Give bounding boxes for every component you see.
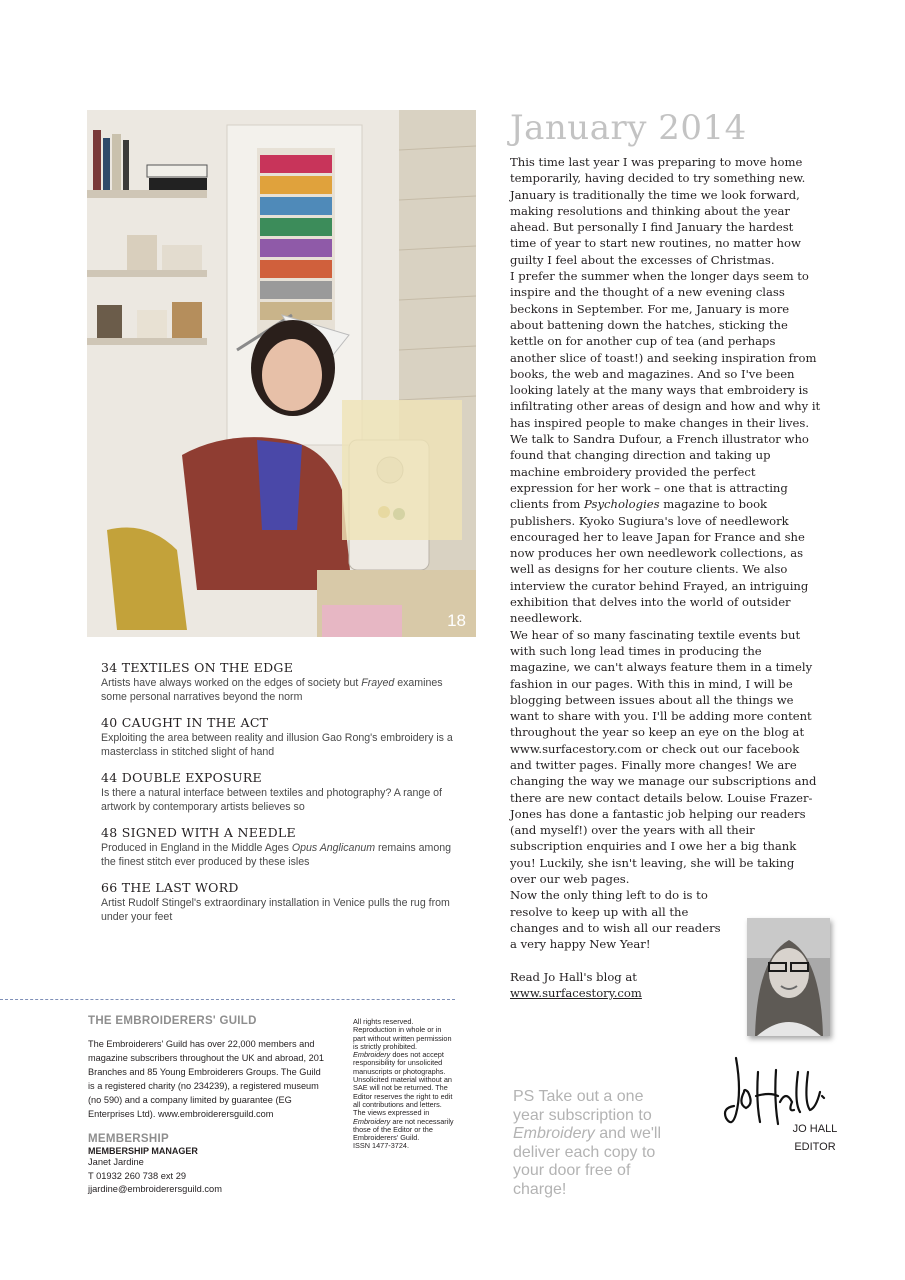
- entry-description: Produced in England in the Middle Ages Opus Anglicanum remains among the finest stitch ever produced by these isles: [101, 842, 452, 868]
- subscription-ps: PS Take out a one year subscription to Embroidery and we'll deliver each copy to your door free of charge!: [513, 1088, 662, 1198]
- guild-heading: THE EMBROIDERERS' GUILD: [88, 1015, 257, 1027]
- membership-manager-label: MEMBERSHIP MANAGER: [88, 1146, 198, 1156]
- membership-heading: MEMBERSHIP: [88, 1133, 169, 1145]
- entry-title[interactable]: 44 DOUBLE EXPOSURE: [101, 770, 262, 785]
- editorial-column: [510, 108, 822, 1001]
- entry-description: Artists have always worked on the edges of society but Frayed examines some personal narratives beyond the norm: [101, 677, 443, 703]
- entry-title[interactable]: 40 CAUGHT IN THE ACT: [101, 715, 269, 730]
- membership-email[interactable]: jjardine@embroiderersguild.com: [88, 1184, 222, 1194]
- rights-notice: All rights reserved. Reproduction in whole or in part without written permission is strictly prohibited. Embroidery does not accept responsibility for unsolicited manuscripts or photographs. Unsolicited material without an SAE will not be returned. The Editor reserves the right to edit all contributions and letters. The views expressed in Embroidery are not necessarily those of the Editor or the Embroiderers' Guild. ISSN 1477-3724.: [353, 1017, 454, 1151]
- membership-name: Janet Jardine: [88, 1157, 144, 1167]
- issn: ISSN 1477-3724.: [353, 1141, 409, 1151]
- page-number-badge: 18: [447, 611, 466, 630]
- blog-label: Read Jo Hall's blog at: [510, 969, 637, 984]
- editor-portrait: [747, 918, 830, 1036]
- contents-entry[interactable]: [101, 880, 461, 924]
- guild-info: [88, 1015, 328, 1197]
- entry-title[interactable]: 66 THE LAST WORD: [101, 880, 239, 895]
- editorial-paragraph: I prefer the summer when the longer days seem to inspire and the thought of a new evening class beckons in September. For me, January is more about battening down the hatches, sticking the kettle on for another cup of tea (and perhaps another slice of toast!) and seeking inspiration from books, the web and magazines. And so I've been looking lately at the many ways that embroidery is infiltrating other areas of design and how and why it has inspired people to make changes in their lives. We talk to Sandra Dufour, a French illustrator who found that changing direction and taking up machine embroidery provided the perfect expression for her work – one that is attracting clients from Psychologies magazine to book publishers. Kyoko Sugiura's love of needlework encouraged her to leave Japan for France and she now produces her own needlework collections, as well as designs for her couture clients. We also interview the curator behind Frayed, an intriguing exhibition that delves into the world of outsider needlework.: [510, 269, 821, 626]
- editorial-paragraph: We hear of so many fascinating textile events but with such long lead times in producing the magazine, we can't always feature them in a timely fashion in our pages. With this in mind, I will be blogging between issues about all the things we want to share with you. I'll be adding more content throughout the year so keep an eye on the blog at www.surfacestory.com or check out our facebook and twitter pages. Finally more changes! We are changing the way we manage our subscriptions and there are new contact details below. Louise Frazer-Jones has done a fantastic job helping our readers (and myself!) over the years with all their subscription enquiries and I owe her a big thank you! Luckily, she isn't leaving, she will be taking over our web pages.: [510, 627, 817, 887]
- entry-description: Artist Rudolf Stingel's extraordinary installation in Venice pulls the rug from under your feet: [101, 897, 450, 923]
- contents-list: [101, 660, 461, 935]
- editorial-heading: January 2014: [510, 108, 747, 148]
- editorial-paragraph: This time last year I was preparing to move home temporarily, having decided to try something new. January is traditionally the time we look forward, making resolutions and thinking about the year ahead. But personally I find January the hardest time of year to start new routines, no matter how guilty I feel about the excesses of Christmas.: [510, 155, 806, 267]
- entry-description: Is there a natural interface between textiles and photography? A range of artwork by contemporary artists believes so: [101, 787, 442, 813]
- entry-description: Exploiting the area between reality and illusion Gao Rong's embroidery is a masterclass in stitched slight of hand: [101, 732, 453, 758]
- entry-title[interactable]: 34 TEXTILES ON THE EDGE: [101, 660, 294, 675]
- editor-signoff: [780, 1120, 850, 1156]
- photo-illustration: [87, 110, 476, 637]
- guild-description: The Embroiderers' Guild has over 22,000 members and magazine subscribers throughout the UK and abroad, 201 Branches and 85 Young Embroiderers Groups. The Guild is a registered charity (no 234239), a registered museum (no 590) and a company limited by guarantee (EG Enterprises Ltd). www.embroiderersguild.com: [88, 1039, 324, 1119]
- feature-photo: [87, 110, 476, 637]
- contents-entry[interactable]: [101, 825, 461, 869]
- blog-link[interactable]: www.surfacestory.com: [510, 985, 642, 1000]
- entry-title[interactable]: 48 SIGNED WITH A NEEDLE: [101, 825, 296, 840]
- contents-entry[interactable]: [101, 770, 461, 814]
- editor-name: JO HALL: [792, 1123, 838, 1135]
- editorial-closing: Now the only thing left to do is to resolve to keep up with all the changes and to wish all our readers a very happy New Year!: [510, 888, 721, 952]
- contents-entry[interactable]: [101, 660, 461, 704]
- editorial-body: [510, 154, 822, 953]
- contents-entry[interactable]: [101, 715, 461, 759]
- section-divider: [0, 999, 455, 1000]
- editor-role: EDITOR: [794, 1141, 836, 1153]
- membership-phone: T 01932 260 738 ext 29: [88, 1170, 187, 1181]
- portrait-illustration: [747, 918, 830, 1036]
